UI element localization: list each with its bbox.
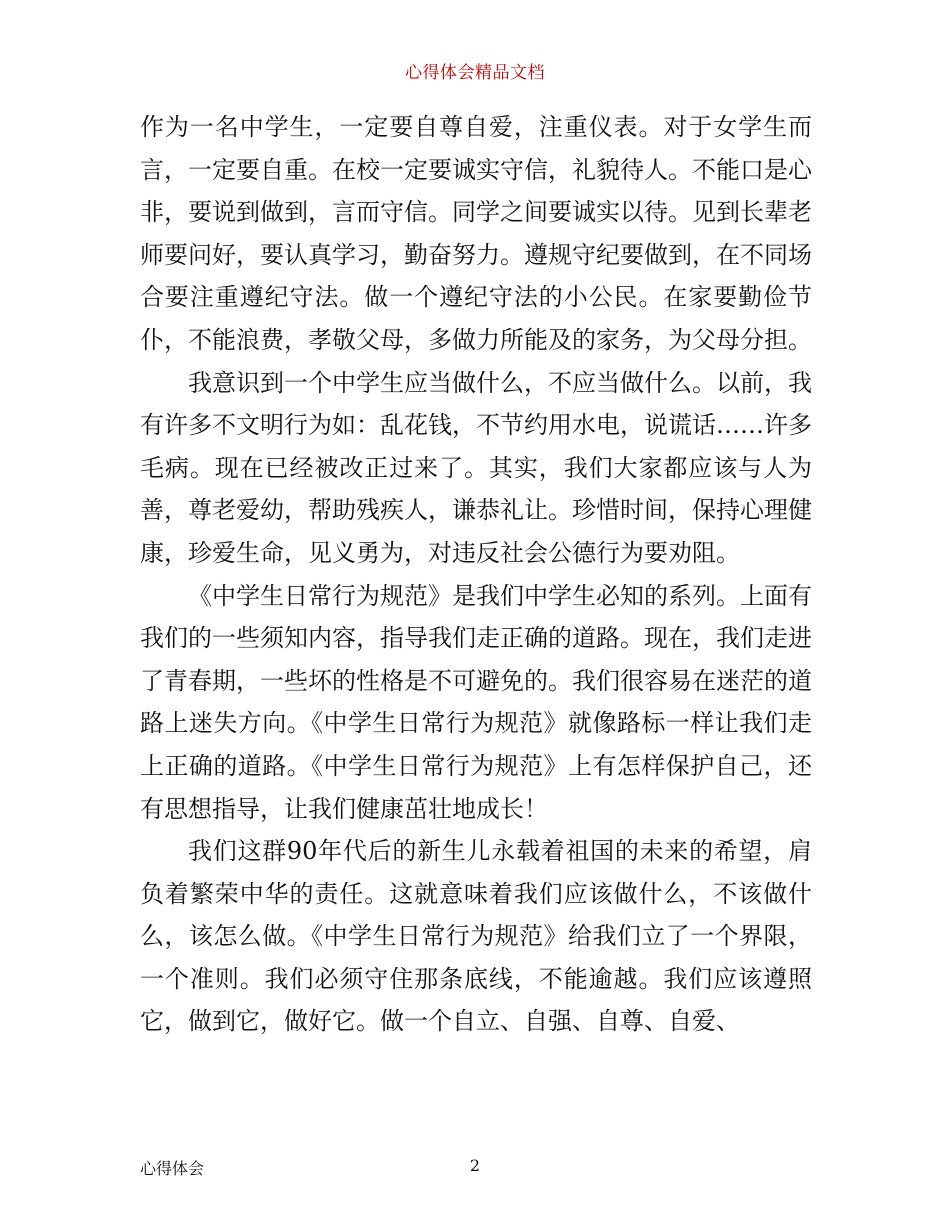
document-body [140,106,812,1043]
paragraph-4: 我们这群90年代后的新生儿永载着祖国的未来的希望，肩负着繁荣中华的责任。这就意味着我们应该做什么，不该做什么，该怎么做。《中学生日常行为规范》给我们立了一个界限，一个准则。我们必须守住那条底线，不能逾越。我们应该遵照它，做到它，做好它。做一个自立、自强、自尊、自爱、 [140,837,812,1036]
page-header-title: 心得体会精品文档 [405,63,545,83]
page-number: 2 [469,1156,481,1175]
paragraph-2: 我意识到一个中学生应当做什么，不应当做什么。以前，我有许多不文明行为如：乱花钱，不节约用水电，说谎话……许多毛病。现在已经被改正过来了。其实，我们大家都应该与人为善，尊老爱幼，帮助残疾人，谦恭礼让。珍惜时间，保持心理健康，珍爱生命，见义勇为，对违反社会公德行为要劝阻。 [140,368,812,567]
paragraph-1: 作为一名中学生，一定要自尊自爱，注重仪表。对于女学生而言，一定要自重。在校一定要诚实守信，礼貌待人。不能口是心非，要说到做到，言而守信。同学之间要诚实以待。见到长辈老师要问好，要认真学习，勤奋努力。遵规守纪要做到，在不同场合要注重遵纪守法。做一个遵纪守法的小公民。在家要勤俭节仆，不能浪费，孝敬父母，多做力所能及的家务，为父母分担。 [140,113,812,354]
footer-label: 心得体会 [140,1159,205,1178]
paragraph-3: 《中学生日常行为规范》是我们中学生必知的系列。上面有我们的一些须知内容，指导我们走正确的道路。现在，我们走进了青春期，一些坏的性格是不可避免的。我们很容易在迷茫的道路上迷失方向。《中学生日常行为规范》就像路标一样让我们走上正确的道路。《中学生日常行为规范》上有怎样保护自己，还有思想指导，让我们健康茁壮地成长！ [140,581,812,823]
